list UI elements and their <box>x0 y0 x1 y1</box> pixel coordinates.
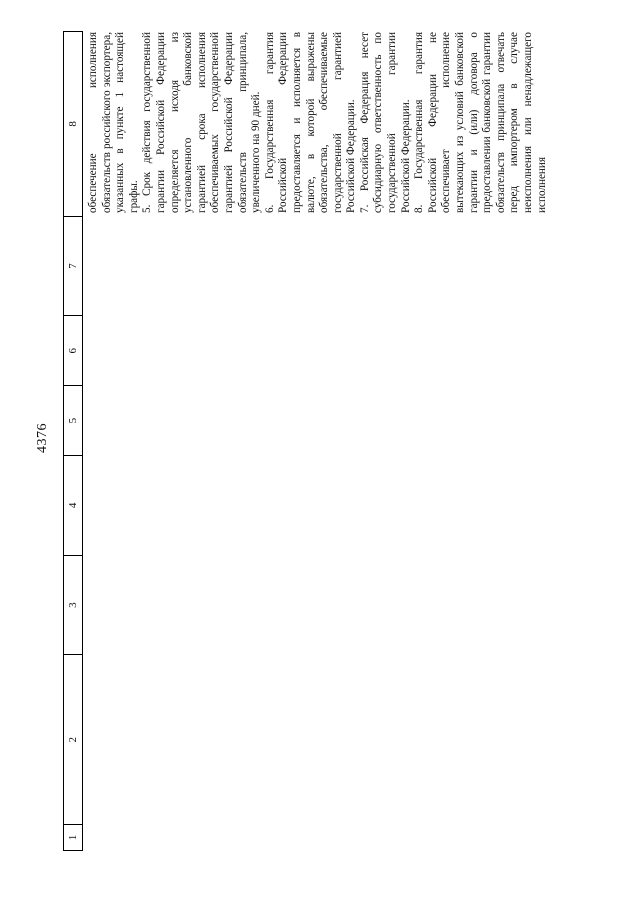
paragraph-5: 5. Срок действия государственной гарантии Российской Федерации определяется исходя из установленного банковской гарантией срока исполнения обеспечиваемых государственной гарантией Российской Федерации обязательств принципала, увеличенного на 90 дней. <box>141 32 263 213</box>
column-header-6: 6 <box>64 315 82 385</box>
table-cell-col4 <box>83 455 576 555</box>
column-header-2: 2 <box>64 654 82 824</box>
page-number: 4376 <box>35 423 50 453</box>
table-cell-col3 <box>83 555 576 655</box>
table-cell-col8-text <box>83 31 576 215</box>
column-header-7: 7 <box>64 216 82 316</box>
paragraph-continuation: обеспечение исполнения обязательств российского экспортера, указанных в пункте 1 настоящей графы. <box>87 32 140 213</box>
column-header-1: 1 <box>64 824 82 850</box>
table-cell-col7 <box>83 215 576 315</box>
table-header-row <box>63 31 83 851</box>
paragraph-6: 6. Государственная гарантия Российской Федерации предоставляется и исполняется в валюте, в которой выражены обязательства, обеспечиваемые государственной гарантией Российской Федерации. <box>263 32 358 213</box>
table-cell-col1 <box>83 825 576 851</box>
column-header-4: 4 <box>64 455 82 555</box>
paragraph-7: 7. Российская Федерация несет субсидиарную ответственность по государственной гарантии Российской Федерации. <box>358 32 412 213</box>
column-header-8: 8 <box>67 121 79 127</box>
rotated-table-wrapper <box>63 31 576 851</box>
budget-table <box>63 31 576 851</box>
column-header-5: 5 <box>64 385 82 455</box>
paragraph-8: 8. Государственная гарантия Российской Федерации не обеспечивает исполнение вытекающих из условий банковской гарантии и (или) договора о предоставлении банковской гарантии обязательств принципала отвечать перед импортером в случае неисполнения или ненадлежащего исполнения <box>413 32 548 213</box>
table-body-row <box>83 31 576 851</box>
column-header-3: 3 <box>64 555 82 655</box>
table-cell-col2 <box>83 655 576 825</box>
table-cell-col6 <box>83 315 576 385</box>
table-cell-col5 <box>83 385 576 455</box>
